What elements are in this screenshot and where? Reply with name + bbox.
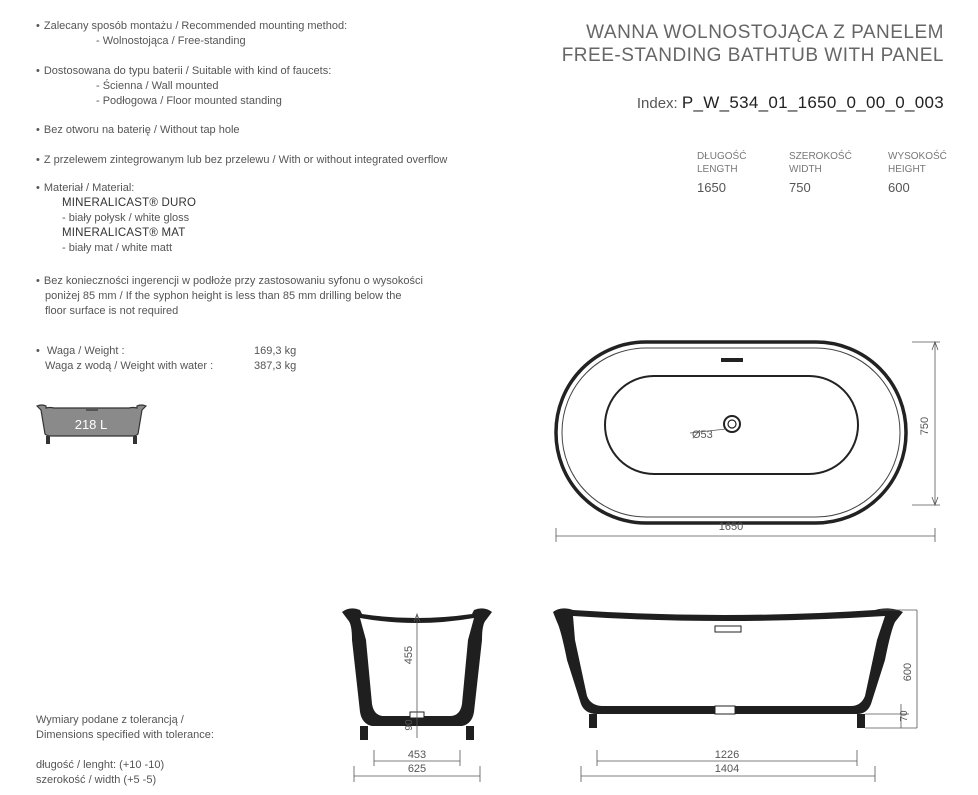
dim-width-pl: SZEROKOŚĆ [789,151,852,162]
weight-label: Waga / Weight : [46,345,125,357]
spec-mounting [36,19,347,49]
spec-faucets-sub1: - Ścienna / Wall mounted [96,80,219,92]
top-view-drawing [540,330,960,555]
spec-syphon-line3: floor surface is not required [45,305,179,317]
material-name-duro: MINERALICAST® DURO [62,197,197,209]
spec-faucets-sub2: - Podłogowa / Floor mounted standing [96,95,282,107]
material-sub-duro: - biały połysk / white gloss [62,212,190,224]
spec-material [36,181,196,256]
dim-height-value: 600 [888,180,910,195]
title-block [562,21,944,67]
index-code: P_W_534_01_1650_0_00_0_003 [681,93,944,112]
tub-inner-basin [605,376,858,474]
spec-mounting-text: • Zalecany sposób montażu / Recommended mounting method: [36,19,347,34]
spec-syphon-line2: poniżej 85 mm / If the syphon height is less than 85 mm drilling below the [45,290,402,302]
dim-height-pl: WYSOKOŚĆ [888,151,947,162]
dim-col-height [888,150,947,195]
material-name-mat: MINERALICAST® MAT [62,227,186,239]
title-pl: WANNA WOLNOSTOJĄCA Z PANELEM [586,22,944,43]
top-length-label: 1650 [718,521,744,533]
tolerance-line2: Dimensions specified with tolerance: [36,729,214,741]
dim-length-en: LENGTH [697,164,738,175]
tolerance-line1: Wymiary podane z tolerancją / [36,714,184,726]
tolerance-block [36,713,214,788]
side-overflow-slot [715,626,741,632]
drain-circle [724,416,740,432]
dim-col-width [789,150,852,195]
side-base-height-label: 70 [899,710,910,722]
spec-weight [36,344,316,374]
dim-height-en: HEIGHT [888,164,926,175]
tolerance-length: długość / lenght: (+10 -10) [36,759,165,771]
index-row [637,93,944,113]
end-view-drawing [330,600,505,790]
title-en: FREE-STANDING BATHTUB WITH PANEL [561,45,944,66]
dim-length-pl: DŁUGOŚĆ [697,151,747,162]
weight-water-label: Waga z wodą / Weight with water : [45,360,214,372]
dim-width-value: 750 [789,180,811,195]
capacity-icon [34,400,149,446]
capacity-label: 218 L [74,417,108,432]
top-width-label: 750 [919,416,931,436]
weight-water-value: 387,3 kg [254,360,297,372]
end-inner-height-label: 455 [403,645,415,665]
dim-width-en: WIDTH [789,164,822,175]
spec-tap-hole-text: • Bez otworu na baterię / Without tap hole [36,123,240,138]
weight-value: 169,3 kg [254,345,297,357]
end-base-height-label: 90 [404,719,415,731]
spec-mounting-sub: - Wolnostojąca / Free-standing [96,35,246,47]
dim-length-value: 1650 [697,180,726,195]
end-inner-width-label: 453 [407,749,427,761]
spec-tap-hole [36,123,240,138]
end-outer-width-label: 625 [407,763,427,775]
spec-overflow [36,153,447,168]
overflow-slot [721,358,743,362]
side-outer-length-label: 1404 [714,763,740,775]
side-inner-length-label: 1226 [714,749,740,761]
spec-faucets [36,64,331,109]
spec-faucets-text: • Dostosowana do typu baterii / Suitable with kind of faucets: [36,64,331,79]
tolerance-width: szerokość / width (+5 -5) [36,774,157,786]
side-height-label: 600 [902,662,914,682]
spec-syphon [36,274,423,319]
index-label: Index: [636,95,678,112]
dim-col-length [697,150,746,195]
material-sub-mat: - biały mat / white matt [62,242,173,254]
side-view-drawing [545,600,945,790]
spec-overflow-text: • Z przelewem zintegrowanym lub bez przelewu / With or without integrated overflow [36,153,447,168]
spec-material-text: • Materiał / Material: [36,181,196,196]
spec-syphon-line1: • Bez konieczności ingerencji w podłoże przy zastosowaniu syfonu o wysokości [36,274,423,289]
drain-dim-label: Ø53 [692,429,713,441]
